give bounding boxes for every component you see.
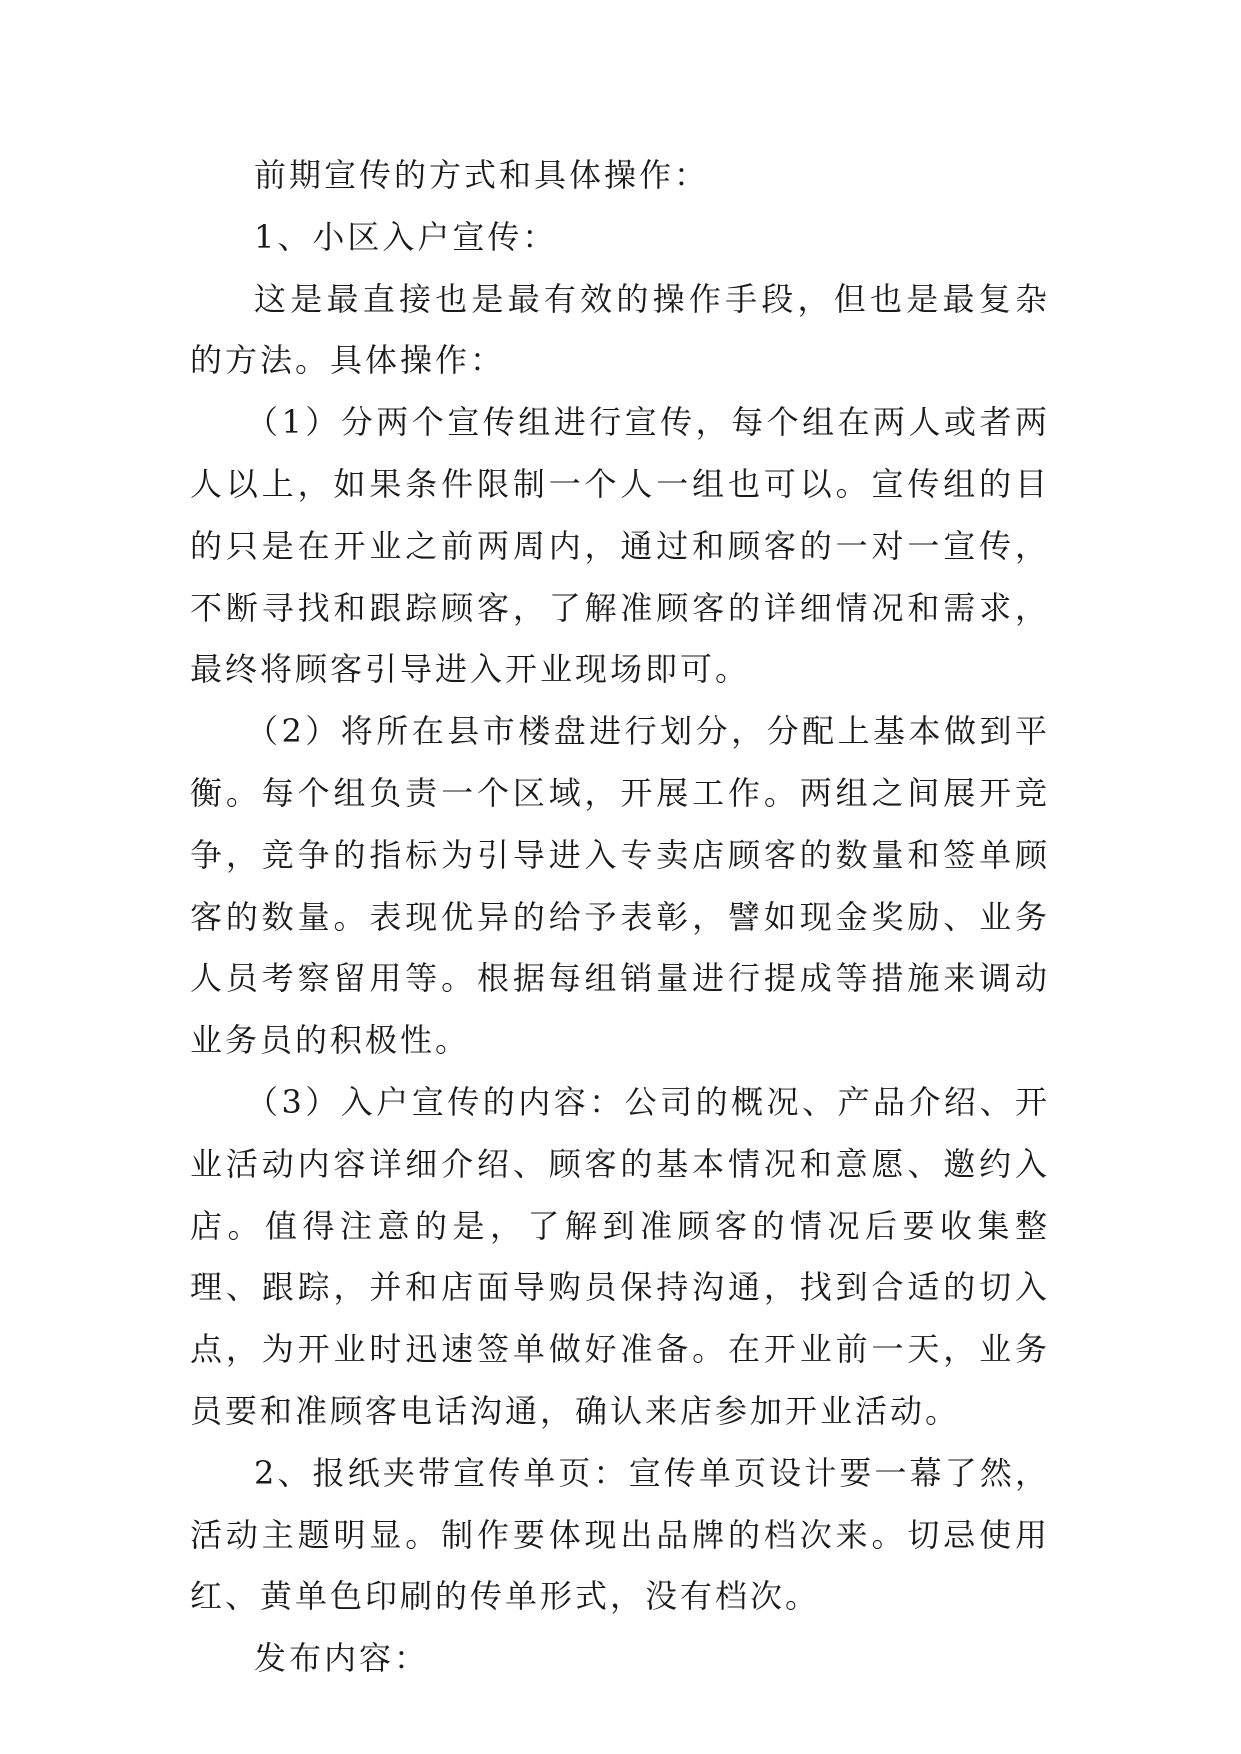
paragraph-newspaper-flyer: 2、报纸夹带宣传单页：宣传单页设计要一幕了然，活动主题明显。制作要体现出品牌的档次来。切忌使用红、黄单色印刷的传单形式，没有档次。 <box>190 1453 1050 1616</box>
subheading-community-door-to-door: 1、小区入户宣传： <box>254 217 558 256</box>
paragraph-item-1: （1）分两个宣传组进行宣传，每个组在两人或者两人以上，如果条件限制一个人一组也可以。宣传组的目的只是在开业之前两周内，通过和顾客的一对一宣传，不断寻找和跟踪顾客，了解准顾客的详细情况和需求，最终将顾客引导进入开业现场即可。 <box>190 403 1050 689</box>
section-heading-publicity-methods: 前期宣传的方式和具体操作： <box>254 156 710 194</box>
paragraph-item-3: （3）入户宣传的内容：公司的概况、产品介绍、开业活动内容详细介绍、顾客的基本情况和意愿、邀约入店。值得注意的是，了解到准顾客的情况后要收集整理、跟踪，并和店面导购员保持沟通，找到合适的切入点，为开业时迅速签单做好准备。在开业前一天，业务员要和准顾客电话沟通，确认来店参加开业活动。 <box>190 1082 1050 1430</box>
paragraph-publish-content: 发布内容： <box>254 1639 430 1678</box>
document-body <box>190 145 1050 1690</box>
paragraph-intro: 这是最直接也是最有效的操作手段，但也是最复杂的方法。具体操作： <box>190 279 1050 380</box>
paragraph-item-2: （2）将所在县市楼盘进行划分，分配上基本做到平衡。每个组负责一个区域，开展工作。两组之间展开竞争，竞争的指标为引导进入专卖店顾客的数量和签单顾客的数量。表现优异的给予表彰，譬如现金奖励、业务人员考察留用等。根据每组销量进行提成等措施来调动业务员的积极性。 <box>190 712 1050 1060</box>
